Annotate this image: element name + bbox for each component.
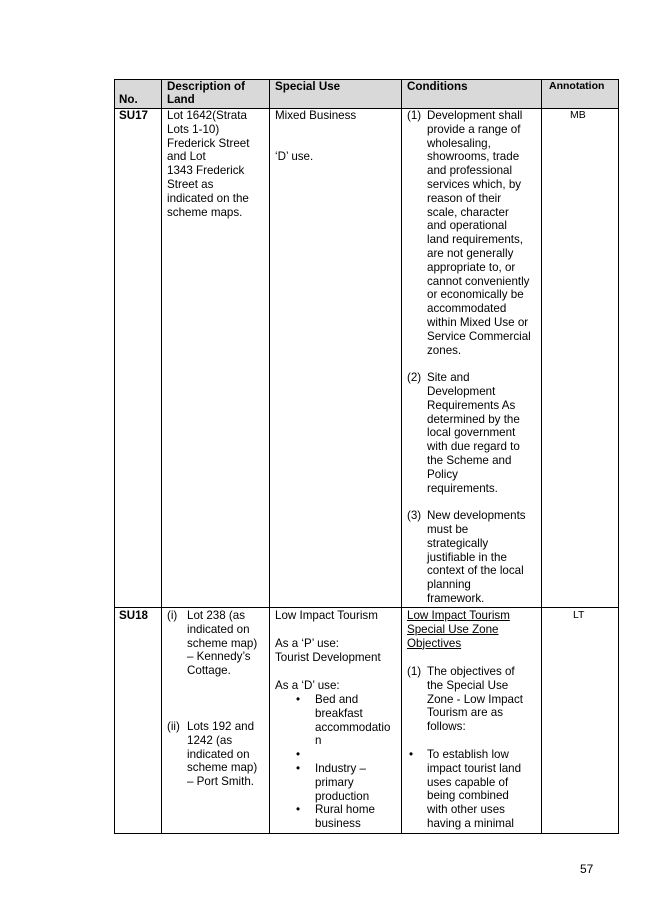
bullet-line: n xyxy=(315,734,322,748)
description-line: Lots 192 and xyxy=(187,720,255,733)
description-line: Street as xyxy=(167,178,214,191)
condition-line: and operational xyxy=(427,219,507,233)
description-line: indicated on xyxy=(187,747,250,761)
condition-line: zones. xyxy=(427,343,462,357)
bullet-line: breakfast xyxy=(315,706,363,720)
condition-line: New developments xyxy=(427,509,526,523)
condition-line: showrooms, trade xyxy=(427,150,520,164)
description-line: indicated on the xyxy=(167,191,249,205)
description-line: scheme map) xyxy=(187,636,258,650)
description-line: Lots 1-10) xyxy=(167,122,220,136)
condition-line: provide a range of xyxy=(427,122,521,136)
page-number: 57 xyxy=(580,862,594,876)
condition-line: requirements. xyxy=(427,481,498,495)
description-line: 1343 Frederick xyxy=(167,164,245,178)
condition-line: Service Commercial xyxy=(427,329,531,343)
condition-line: follows: xyxy=(427,720,466,734)
condition-line: context of the local xyxy=(427,564,524,578)
description-line: Frederick Street xyxy=(167,136,250,150)
condition-line: framework. xyxy=(427,592,485,605)
description-line: scheme maps. xyxy=(167,205,243,219)
condition-line: Site and xyxy=(427,371,470,385)
condition-line: Development xyxy=(427,385,496,398)
conditions-heading-line: Objectives xyxy=(407,636,462,650)
condition-number: (1) xyxy=(407,109,422,122)
condition-number: (2) xyxy=(407,371,422,385)
description-line: 1242 (as xyxy=(187,733,233,747)
special-use-text: Mixed Business xyxy=(275,109,357,122)
bullet-line: Industry – xyxy=(315,762,366,775)
condition-line: planning xyxy=(427,578,471,592)
special-use-title: Low Impact Tourism xyxy=(275,609,378,622)
table-border-left xyxy=(114,79,115,834)
special-use-text: ‘D’ use. xyxy=(275,150,314,163)
description-line: scheme map) xyxy=(187,761,258,775)
condition-line: reason of their xyxy=(427,191,502,205)
condition-line: or economically be xyxy=(427,288,524,302)
condition-line: wholesaling, xyxy=(427,136,491,150)
condition-line: the Scheme and xyxy=(427,454,512,467)
description-line: and Lot xyxy=(167,150,206,164)
column-divider xyxy=(401,79,402,834)
header-annotation: Annotation xyxy=(549,80,605,92)
description-line: – Kennedy’s xyxy=(187,650,251,664)
conditions-heading-line: Low Impact Tourism xyxy=(407,609,510,622)
bullet-line: accommodatio xyxy=(315,720,391,734)
description-line: Lot 1642(Strata xyxy=(167,109,247,122)
condition-bullet-line: being combined xyxy=(427,789,509,803)
condition-line: Zone - Low Impact xyxy=(427,692,524,706)
condition-line: Policy xyxy=(427,467,458,481)
condition-line: cannot conveniently xyxy=(427,274,530,288)
conditions-heading-line: Special Use Zone xyxy=(407,622,499,636)
bullet-icon: • xyxy=(296,803,301,817)
annotation-code: LT xyxy=(573,609,585,621)
description-item-number: (ii) xyxy=(167,720,180,733)
condition-bullet-line: To establish low xyxy=(427,748,509,761)
bullet-icon: • xyxy=(296,748,301,762)
description-line: indicated on xyxy=(187,622,250,636)
bullet-line: production xyxy=(315,789,370,803)
condition-line: The objectives of xyxy=(427,665,515,678)
condition-line: the Special Use xyxy=(427,678,509,692)
condition-line: justifiable in the xyxy=(427,550,507,564)
header-description-line2: Land xyxy=(167,93,195,106)
condition-bullet-line: with other uses xyxy=(427,803,505,817)
bullet-line: primary xyxy=(315,775,354,789)
condition-line: and professional xyxy=(427,164,513,178)
condition-line: within Mixed Use or xyxy=(427,316,529,329)
condition-line: determined by the xyxy=(427,412,520,426)
bullet-line: Rural home xyxy=(315,803,375,817)
annotation-code: MB xyxy=(570,109,586,121)
condition-bullet-line: having a minimal xyxy=(427,817,514,830)
condition-bullet-line: impact tourist land xyxy=(427,761,522,775)
column-divider xyxy=(161,79,162,834)
condition-line: Tourism are as xyxy=(427,706,504,720)
condition-line: services which, by xyxy=(427,178,522,191)
special-use-p-item: Tourist Development xyxy=(275,651,381,664)
condition-line: local government xyxy=(427,426,516,440)
description-line: – Port Smith. xyxy=(187,775,255,789)
condition-line: must be xyxy=(427,523,469,536)
condition-line: with due regard to xyxy=(427,440,520,454)
description-line: Cottage. xyxy=(187,664,231,678)
row-divider xyxy=(114,607,619,608)
condition-line: appropriate to, or xyxy=(427,260,516,274)
bullet-icon: • xyxy=(409,748,414,761)
condition-number: (3) xyxy=(407,509,422,523)
header-no: No. xyxy=(119,93,138,106)
header-conditions: Conditions xyxy=(407,80,468,93)
special-use-d-label: As a ‘D’ use: xyxy=(275,679,340,692)
condition-line: Requirements As xyxy=(427,398,516,412)
table-border-right xyxy=(618,79,619,834)
description-item-number: (i) xyxy=(167,609,178,622)
condition-bullet-line: uses capable of xyxy=(427,775,509,789)
table-border-bottom xyxy=(114,833,619,834)
condition-line: accommodated xyxy=(427,302,507,316)
bullet-icon: • xyxy=(296,693,301,706)
column-divider xyxy=(269,79,270,834)
bullet-line: Bed and xyxy=(315,693,359,706)
condition-number: (1) xyxy=(407,665,422,678)
header-special-use: Special Use xyxy=(275,80,341,93)
condition-line: are not generally xyxy=(427,247,514,260)
bullet-icon: • xyxy=(296,762,301,775)
condition-line: scale, character xyxy=(427,205,509,219)
condition-line: Development shall xyxy=(427,109,523,122)
column-divider xyxy=(541,79,542,834)
condition-line: land requirements, xyxy=(427,233,524,247)
description-line: Lot 238 (as xyxy=(187,609,246,622)
row-no: SU17 xyxy=(119,109,149,122)
special-use-p-label: As a ‘P’ use: xyxy=(275,637,340,650)
header-description-line1: Description of xyxy=(167,80,245,93)
row-no: SU18 xyxy=(119,609,149,622)
condition-line: strategically xyxy=(427,536,489,550)
bullet-line: business xyxy=(315,817,361,831)
